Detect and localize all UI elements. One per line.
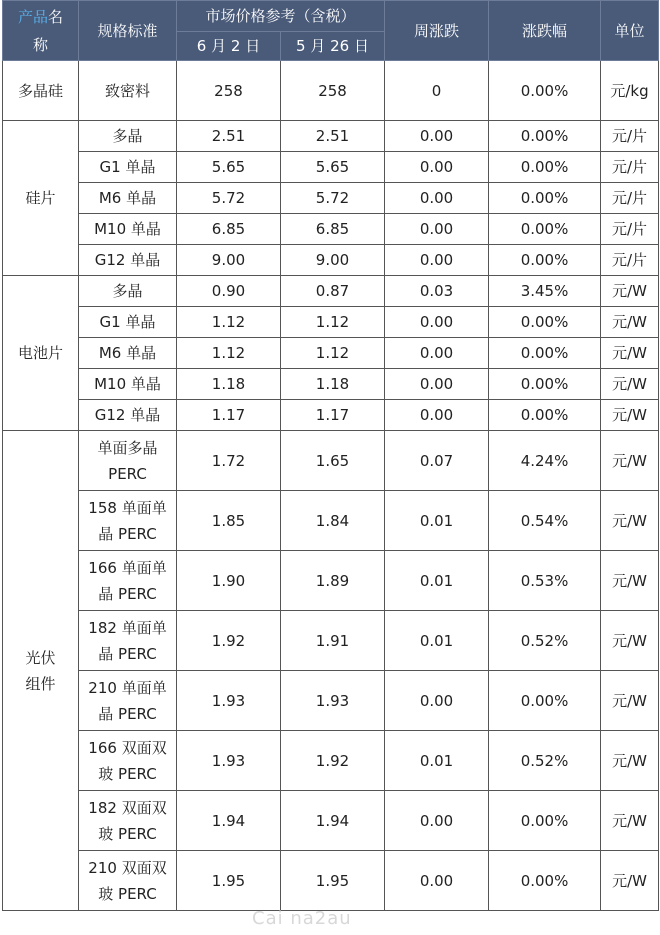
header-spec: 规格标准	[79, 1, 177, 61]
change-pct-cell: 0.54%	[489, 491, 601, 551]
current-price-cell: 1.93	[177, 671, 281, 731]
change-pct-cell: 0.53%	[489, 551, 601, 611]
current-price-cell: 9.00	[177, 245, 281, 276]
unit-cell: 元/片	[601, 214, 659, 245]
change-pct-cell: 0.00%	[489, 183, 601, 214]
table-row	[3, 121, 659, 152]
spec-cell: M10 单晶	[79, 214, 177, 245]
price-table	[2, 0, 659, 911]
unit-cell: 元/W	[601, 307, 659, 338]
prev-price-cell: 1.65	[281, 431, 385, 491]
current-price-cell: 1.90	[177, 551, 281, 611]
table-row	[3, 851, 659, 911]
unit-cell: 元/W	[601, 491, 659, 551]
prev-price-cell: 5.65	[281, 152, 385, 183]
table-row	[3, 731, 659, 791]
weekly-change-cell: 0.01	[385, 491, 489, 551]
spec-cell: 多晶	[79, 276, 177, 307]
current-price-cell: 1.18	[177, 369, 281, 400]
current-price-cell: 1.95	[177, 851, 281, 911]
current-price-cell: 1.85	[177, 491, 281, 551]
unit-cell: 元/片	[601, 152, 659, 183]
weekly-change-cell: 0.00	[385, 400, 489, 431]
weekly-change-cell: 0.01	[385, 551, 489, 611]
current-price-cell: 1.12	[177, 307, 281, 338]
spec-cell: 210 单面单晶 PERC	[79, 671, 177, 731]
current-price-cell: 5.65	[177, 152, 281, 183]
change-pct-cell: 0.00%	[489, 400, 601, 431]
spec-cell: 158 单面单晶 PERC	[79, 491, 177, 551]
spec-cell: 多晶	[79, 121, 177, 152]
change-pct-cell: 0.00%	[489, 61, 601, 121]
table-row	[3, 61, 659, 121]
prev-price-cell: 1.12	[281, 307, 385, 338]
table-header	[3, 1, 659, 61]
current-price-cell: 1.12	[177, 338, 281, 369]
spec-cell: M6 单晶	[79, 183, 177, 214]
spec-cell: 166 双面双玻 PERC	[79, 731, 177, 791]
spec-cell: G12 单晶	[79, 245, 177, 276]
prev-price-cell: 6.85	[281, 214, 385, 245]
table-row	[3, 183, 659, 214]
spec-cell: 166 单面单晶 PERC	[79, 551, 177, 611]
category-cell: 光伏组件	[3, 431, 79, 911]
spec-cell: M6 单晶	[79, 338, 177, 369]
current-price-cell: 0.90	[177, 276, 281, 307]
weekly-change-cell: 0.07	[385, 431, 489, 491]
change-pct-cell: 0.00%	[489, 214, 601, 245]
current-price-cell: 6.85	[177, 214, 281, 245]
prev-price-cell: 1.95	[281, 851, 385, 911]
header-product-line2: 称	[32, 35, 48, 54]
unit-cell: 元/片	[601, 245, 659, 276]
change-pct-cell: 3.45%	[489, 276, 601, 307]
weekly-change-cell: 0.00	[385, 369, 489, 400]
unit-cell: 元/W	[601, 338, 659, 369]
table-row	[3, 611, 659, 671]
watermark: Cai na2au	[252, 908, 352, 929]
spec-cell: 182 单面单晶 PERC	[79, 611, 177, 671]
header-product	[3, 1, 79, 61]
prev-price-cell: 1.91	[281, 611, 385, 671]
prev-price-cell: 1.89	[281, 551, 385, 611]
prev-price-cell: 0.87	[281, 276, 385, 307]
weekly-change-cell: 0.00	[385, 307, 489, 338]
table-row	[3, 369, 659, 400]
table-row	[3, 307, 659, 338]
spec-cell: 单面多晶 PERC	[79, 431, 177, 491]
table-row	[3, 431, 659, 491]
category-cell: 多晶硅	[3, 61, 79, 121]
unit-cell: 元/片	[601, 183, 659, 214]
table-row	[3, 671, 659, 731]
table-row	[3, 491, 659, 551]
spec-cell: M10 单晶	[79, 369, 177, 400]
current-price-cell: 1.17	[177, 400, 281, 431]
spec-cell: G1 单晶	[79, 152, 177, 183]
prev-price-cell: 1.93	[281, 671, 385, 731]
current-price-cell: 1.94	[177, 791, 281, 851]
table-row	[3, 276, 659, 307]
weekly-change-cell: 0.00	[385, 851, 489, 911]
header-change-pct: 涨跌幅	[489, 1, 601, 61]
change-pct-cell: 0.00%	[489, 791, 601, 851]
change-pct-cell: 4.24%	[489, 431, 601, 491]
table-body	[3, 61, 659, 911]
table-row	[3, 152, 659, 183]
prev-price-cell: 9.00	[281, 245, 385, 276]
prev-price-cell: 1.94	[281, 791, 385, 851]
unit-cell: 元/W	[601, 551, 659, 611]
weekly-change-cell: 0	[385, 61, 489, 121]
change-pct-cell: 0.00%	[489, 152, 601, 183]
spec-cell: G12 单晶	[79, 400, 177, 431]
category-cell: 电池片	[3, 276, 79, 431]
table-row	[3, 551, 659, 611]
change-pct-cell: 0.00%	[489, 121, 601, 152]
current-price-cell: 258	[177, 61, 281, 121]
current-price-cell: 1.93	[177, 731, 281, 791]
weekly-change-cell: 0.00	[385, 183, 489, 214]
unit-cell: 元/W	[601, 731, 659, 791]
weekly-change-cell: 0.00	[385, 214, 489, 245]
change-pct-cell: 0.00%	[489, 851, 601, 911]
header-unit: 单位	[601, 1, 659, 61]
change-pct-cell: 0.00%	[489, 671, 601, 731]
change-pct-cell: 0.52%	[489, 611, 601, 671]
spec-cell: 182 双面双玻 PERC	[79, 791, 177, 851]
unit-cell: 元/W	[601, 400, 659, 431]
prev-price-cell: 1.18	[281, 369, 385, 400]
header-weekly-change: 周涨跌	[385, 1, 489, 61]
spec-cell: G1 单晶	[79, 307, 177, 338]
unit-cell: 元/W	[601, 276, 659, 307]
header-product-accent: 产品	[17, 7, 48, 26]
weekly-change-cell: 0.00	[385, 671, 489, 731]
change-pct-cell: 0.00%	[489, 307, 601, 338]
prev-price-cell: 1.12	[281, 338, 385, 369]
change-pct-cell: 0.00%	[489, 245, 601, 276]
weekly-change-cell: 0.00	[385, 245, 489, 276]
current-price-cell: 1.92	[177, 611, 281, 671]
table-row	[3, 245, 659, 276]
header-date-prev: 5 月 26 日	[281, 32, 385, 61]
current-price-cell: 1.72	[177, 431, 281, 491]
unit-cell: 元/W	[601, 369, 659, 400]
unit-cell: 元/片	[601, 121, 659, 152]
header-date-current: 6 月 2 日	[177, 32, 281, 61]
weekly-change-cell: 0.00	[385, 791, 489, 851]
unit-cell: 元/kg	[601, 61, 659, 121]
change-pct-cell: 0.00%	[489, 338, 601, 369]
table-row	[3, 338, 659, 369]
prev-price-cell: 258	[281, 61, 385, 121]
header-product-part: 名	[48, 7, 64, 26]
current-price-cell: 2.51	[177, 121, 281, 152]
change-pct-cell: 0.52%	[489, 731, 601, 791]
prev-price-cell: 1.92	[281, 731, 385, 791]
weekly-change-cell: 0.00	[385, 152, 489, 183]
unit-cell: 元/W	[601, 611, 659, 671]
weekly-change-cell: 0.00	[385, 338, 489, 369]
header-market-price: 市场价格参考（含税）	[177, 1, 385, 32]
prev-price-cell: 1.84	[281, 491, 385, 551]
weekly-change-cell: 0.03	[385, 276, 489, 307]
unit-cell: 元/W	[601, 851, 659, 911]
weekly-change-cell: 0.01	[385, 611, 489, 671]
spec-cell: 210 双面双玻 PERC	[79, 851, 177, 911]
category-cell: 硅片	[3, 121, 79, 276]
change-pct-cell: 0.00%	[489, 369, 601, 400]
current-price-cell: 5.72	[177, 183, 281, 214]
weekly-change-cell: 0.00	[385, 121, 489, 152]
unit-cell: 元/W	[601, 431, 659, 491]
table-row	[3, 791, 659, 851]
table-row	[3, 214, 659, 245]
unit-cell: 元/W	[601, 791, 659, 851]
prev-price-cell: 5.72	[281, 183, 385, 214]
prev-price-cell: 2.51	[281, 121, 385, 152]
weekly-change-cell: 0.01	[385, 731, 489, 791]
table-row	[3, 400, 659, 431]
spec-cell: 致密料	[79, 61, 177, 121]
prev-price-cell: 1.17	[281, 400, 385, 431]
unit-cell: 元/W	[601, 671, 659, 731]
